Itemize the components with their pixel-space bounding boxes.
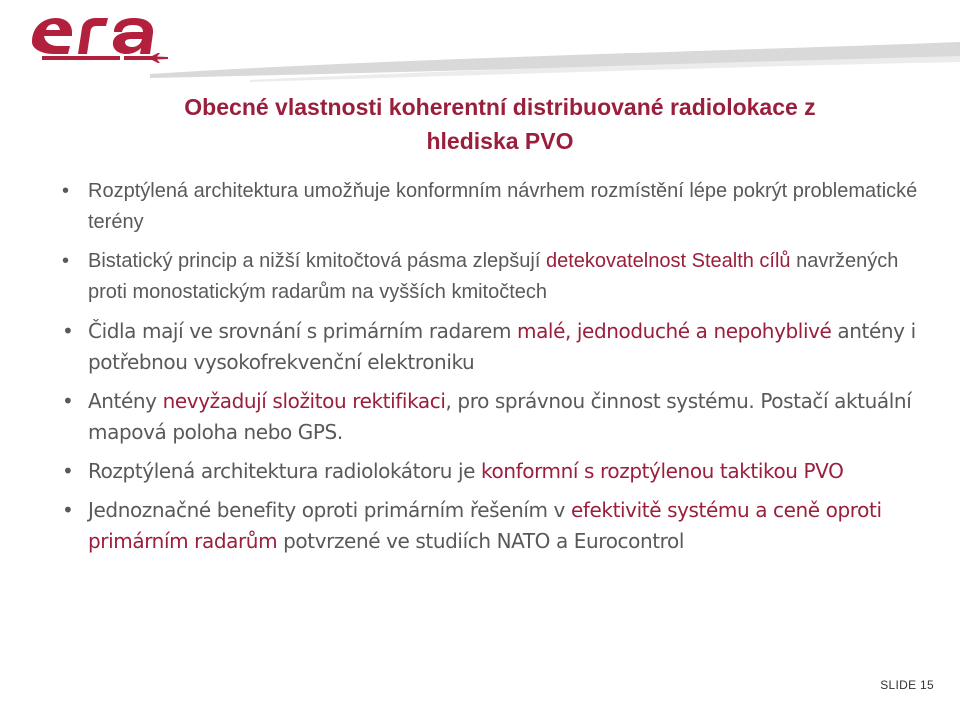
bullet-text: Antény bbox=[88, 389, 163, 413]
airplane-icon bbox=[124, 53, 168, 63]
highlighted-text: nevyžadují složitou rektifikaci bbox=[162, 389, 446, 413]
bullet-item bbox=[62, 386, 922, 448]
bullet-text: Čidla mají ve srovnání s primárním radarem bbox=[88, 319, 517, 343]
bullet-text: Jednoznačné benefity oproti primárním řešením v bbox=[88, 498, 571, 522]
bullet-text: Bistatický princip a nižší kmitočtová pásma zlepšují bbox=[88, 250, 546, 272]
bullet-text: potvrzené ve studiích NATO a Eurocontrol bbox=[277, 529, 685, 553]
bullet-list bbox=[62, 176, 922, 565]
bullet-text: Rozptýlená architektura radiolokátoru je bbox=[88, 459, 482, 483]
bullet-item bbox=[62, 246, 922, 308]
highlighted-text: detekovatelnost Stealth cílů bbox=[545, 250, 791, 272]
slide-title-line-1: Obecné vlastnosti koherentní distribuované radiolokace z bbox=[184, 94, 816, 120]
bullet-item bbox=[62, 176, 922, 238]
highlighted-text: malé, jednoduché a nepohyblivé bbox=[516, 319, 832, 343]
era-logo bbox=[22, 6, 172, 66]
bullet-text: antény i potřebnou vysokofrekvenční elektroniku bbox=[88, 319, 916, 374]
bullet-item bbox=[62, 456, 922, 487]
highlighted-text: efektivitě systému a ceně oproti primárním radarům bbox=[88, 498, 882, 553]
bullet-item bbox=[62, 495, 922, 557]
bullet-item bbox=[62, 316, 922, 378]
slide-number: SLIDE 15 bbox=[880, 678, 934, 692]
slide-title-line-2: hlediska PVO bbox=[426, 128, 574, 154]
highlighted-text: konformní s rozptýlenou taktikou PVO bbox=[481, 459, 844, 483]
bullet-text: , pro správnou činnost systému. Postačí aktuální mapová poloha nebo GPS. bbox=[88, 389, 912, 444]
bullet-text: Rozptýlená architektura umožňuje konformním návrhem rozmístění lépe pokrýt problematické terény bbox=[88, 180, 918, 233]
bullet-text: navržených proti monostatickým radarům na vyšších kmitočtech bbox=[88, 250, 899, 303]
